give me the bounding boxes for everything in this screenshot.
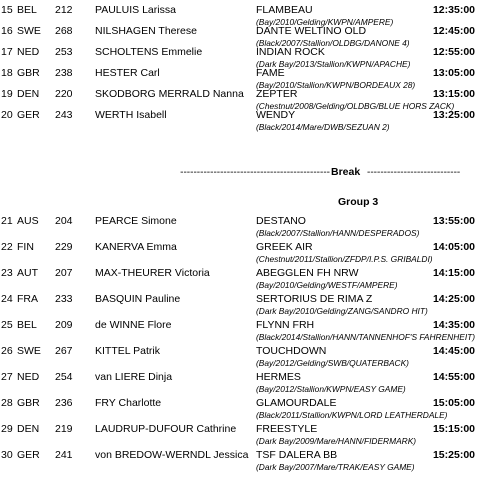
horse-name: TSF DALERA BB bbox=[256, 449, 338, 461]
horse-details: (Black/2014/Mare/DWB/SEZUAN 2) bbox=[256, 122, 390, 132]
horse-details: (Dark Bay/2010/Gelding/ZANG/SANDRO HIT) bbox=[256, 306, 428, 316]
horse-details: (Dark Bay/2007/Mare/TRAK/EASY GAME) bbox=[256, 462, 415, 472]
start-time: 14:55:00 bbox=[432, 371, 475, 383]
start-number: 20 bbox=[1, 109, 13, 121]
horse-name: ABEGGLEN FH NRW bbox=[256, 267, 359, 279]
horse-details: (Dark Bay/2009/Mare/HANN/FIDERMARK) bbox=[256, 436, 417, 446]
nation-code: DEN bbox=[17, 423, 40, 435]
rider-name: KITTEL Patrik bbox=[95, 345, 160, 357]
nation-code: GER bbox=[17, 109, 40, 121]
nation-code: NED bbox=[17, 46, 40, 58]
rider-name: FRY Charlotte bbox=[95, 397, 162, 409]
horse-details: (Bay/2010/Gelding/WESTF/AMPERE) bbox=[256, 280, 398, 290]
start-time: 14:05:00 bbox=[432, 241, 475, 253]
start-number: 29 bbox=[1, 423, 13, 435]
start-time: 12:35:00 bbox=[432, 4, 475, 16]
horse-details: (Bay/2010/Stallion/KWPN/BORDEAUX 28) bbox=[256, 80, 416, 90]
bib-number: 267 bbox=[55, 345, 73, 357]
nation-code: SWE bbox=[17, 345, 41, 357]
horse-details: (Black/2011/Stallion/KWPN/LORD LEATHERDALE) bbox=[256, 410, 448, 420]
horse-details: (Chestnut/2011/Stallion/ZFDP/I.P.S. GRIBALDI) bbox=[256, 254, 433, 264]
start-number: 16 bbox=[1, 25, 13, 37]
horse-name: GLAMOURDALE bbox=[256, 397, 337, 409]
bib-number: 209 bbox=[55, 319, 73, 331]
horse-name: FLYNN FRH bbox=[256, 319, 315, 331]
horse-name: WENDY bbox=[256, 109, 296, 121]
start-time: 12:55:00 bbox=[432, 46, 475, 58]
horse-name: TOUCHDOWN bbox=[256, 345, 327, 357]
start-number: 27 bbox=[1, 371, 13, 383]
nation-code: GER bbox=[17, 449, 40, 461]
horse-details: (Chestnut/2008/Gelding/OLDBG/BLUE HORS ZACK) bbox=[256, 101, 455, 111]
horse-name: ZEPTER bbox=[256, 88, 298, 100]
start-time: 15:25:00 bbox=[432, 449, 475, 461]
rider-name: MAX-THEURER Victoria bbox=[95, 267, 210, 279]
start-number: 18 bbox=[1, 67, 13, 79]
start-time: 14:15:00 bbox=[432, 267, 475, 279]
nation-code: FRA bbox=[17, 293, 38, 305]
start-number: 25 bbox=[1, 319, 13, 331]
start-time: 13:15:00 bbox=[432, 88, 475, 100]
horse-details: (Bay/2012/Gelding/SWB/QUATERBACK) bbox=[256, 358, 409, 368]
bib-number: 254 bbox=[55, 371, 73, 383]
bib-number: 229 bbox=[55, 241, 73, 253]
start-time: 13:05:00 bbox=[432, 67, 475, 79]
horse-details: (Bay/2012/Stallion/KWPN/EASY GAME) bbox=[256, 384, 406, 394]
nation-code: FIN bbox=[17, 241, 34, 253]
horse-details: (Black/2007/Stallion/OLDBG/DANONE 4) bbox=[256, 38, 410, 48]
start-list-row bbox=[0, 106, 480, 137]
break-dashes-right: ---------------------------- bbox=[367, 167, 461, 178]
start-time: 14:35:00 bbox=[432, 319, 475, 331]
rider-name: PEARCE Simone bbox=[95, 215, 177, 227]
rider-name: SKODBORG MERRALD Nanna bbox=[95, 88, 244, 100]
horse-name: DANTE WELTINO OLD bbox=[256, 25, 367, 37]
rider-name: KANERVA Emma bbox=[95, 241, 177, 253]
start-number: 17 bbox=[1, 46, 13, 58]
start-number: 15 bbox=[1, 4, 13, 16]
nation-code: DEN bbox=[17, 88, 40, 100]
rider-name: WERTH Isabell bbox=[95, 109, 167, 121]
start-time: 13:25:00 bbox=[432, 109, 475, 121]
start-number: 30 bbox=[1, 449, 13, 461]
start-number: 24 bbox=[1, 293, 13, 305]
bib-number: 253 bbox=[55, 46, 73, 58]
start-number: 21 bbox=[1, 215, 13, 227]
horse-name: GREEK AIR bbox=[256, 241, 313, 253]
rider-name: van LIERE Dinja bbox=[95, 371, 173, 383]
nation-code: AUS bbox=[17, 215, 39, 227]
start-time: 14:25:00 bbox=[432, 293, 475, 305]
bib-number: 236 bbox=[55, 397, 73, 409]
bib-number: 219 bbox=[55, 423, 73, 435]
nation-code: AUT bbox=[17, 267, 38, 279]
break-label: Break bbox=[331, 166, 361, 178]
start-number: 28 bbox=[1, 397, 13, 409]
horse-name: DESTANO bbox=[256, 215, 306, 227]
horse-details: (Dark Bay/2013/Stallion/KWPN/APACHE) bbox=[256, 59, 411, 69]
start-number: 26 bbox=[1, 345, 13, 357]
horse-details: (Black/2014/Stallion/HANN/TANNENHOF'S FAHRENHEIT) bbox=[256, 332, 476, 342]
rider-name: LAUDRUP-DUFOUR Cathrine bbox=[95, 423, 237, 435]
rider-name: von BREDOW-WERNDL Jessica bbox=[95, 449, 249, 461]
start-time: 12:45:00 bbox=[432, 25, 475, 37]
break-dashes-left: --------------------------------------------- bbox=[180, 167, 330, 178]
nation-code: GBR bbox=[17, 67, 40, 79]
start-time: 14:45:00 bbox=[432, 345, 475, 357]
start-number: 22 bbox=[1, 241, 13, 253]
start-number: 19 bbox=[1, 88, 13, 100]
nation-code: BEL bbox=[17, 4, 37, 16]
bib-number: 243 bbox=[55, 109, 73, 121]
nation-code: NED bbox=[17, 371, 40, 383]
horse-details: (Bay/2010/Gelding/KWPN/AMPERE) bbox=[256, 17, 394, 27]
bib-number: 238 bbox=[55, 67, 73, 79]
bib-number: 220 bbox=[55, 88, 73, 100]
horse-name: INDIAN ROCK bbox=[256, 46, 325, 58]
rider-name: BASQUIN Pauline bbox=[95, 293, 181, 305]
horse-name: FLAMBEAU bbox=[256, 4, 313, 16]
bib-number: 212 bbox=[55, 4, 73, 16]
bib-number: 207 bbox=[55, 267, 73, 279]
rider-name: NILSHAGEN Therese bbox=[95, 25, 197, 37]
nation-code: GBR bbox=[17, 397, 40, 409]
horse-name: SERTORIUS DE RIMA Z bbox=[256, 293, 373, 305]
start-time: 15:15:00 bbox=[432, 423, 475, 435]
bib-number: 268 bbox=[55, 25, 73, 37]
nation-code: BEL bbox=[17, 319, 37, 331]
start-list-row bbox=[0, 446, 480, 477]
bib-number: 204 bbox=[55, 215, 73, 227]
start-time: 15:05:00 bbox=[432, 397, 475, 409]
rider-name: HESTER Carl bbox=[95, 67, 160, 79]
bib-number: 233 bbox=[55, 293, 73, 305]
group-title: Group 3 bbox=[338, 196, 379, 208]
rider-name: PAULUIS Larissa bbox=[95, 4, 176, 16]
nation-code: SWE bbox=[17, 25, 41, 37]
horse-name: FAME bbox=[256, 67, 285, 79]
horse-name: FREESTYLE bbox=[256, 423, 318, 435]
start-number: 23 bbox=[1, 267, 13, 279]
start-time: 13:55:00 bbox=[432, 215, 475, 227]
bib-number: 241 bbox=[55, 449, 73, 461]
horse-name: HERMES bbox=[256, 371, 301, 383]
rider-name: SCHOLTENS Emmelie bbox=[95, 46, 203, 58]
rider-name: de WINNE Flore bbox=[95, 319, 172, 331]
horse-details: (Black/2007/Stallion/HANN/DESPERADOS) bbox=[256, 228, 420, 238]
break-separator bbox=[0, 166, 480, 180]
